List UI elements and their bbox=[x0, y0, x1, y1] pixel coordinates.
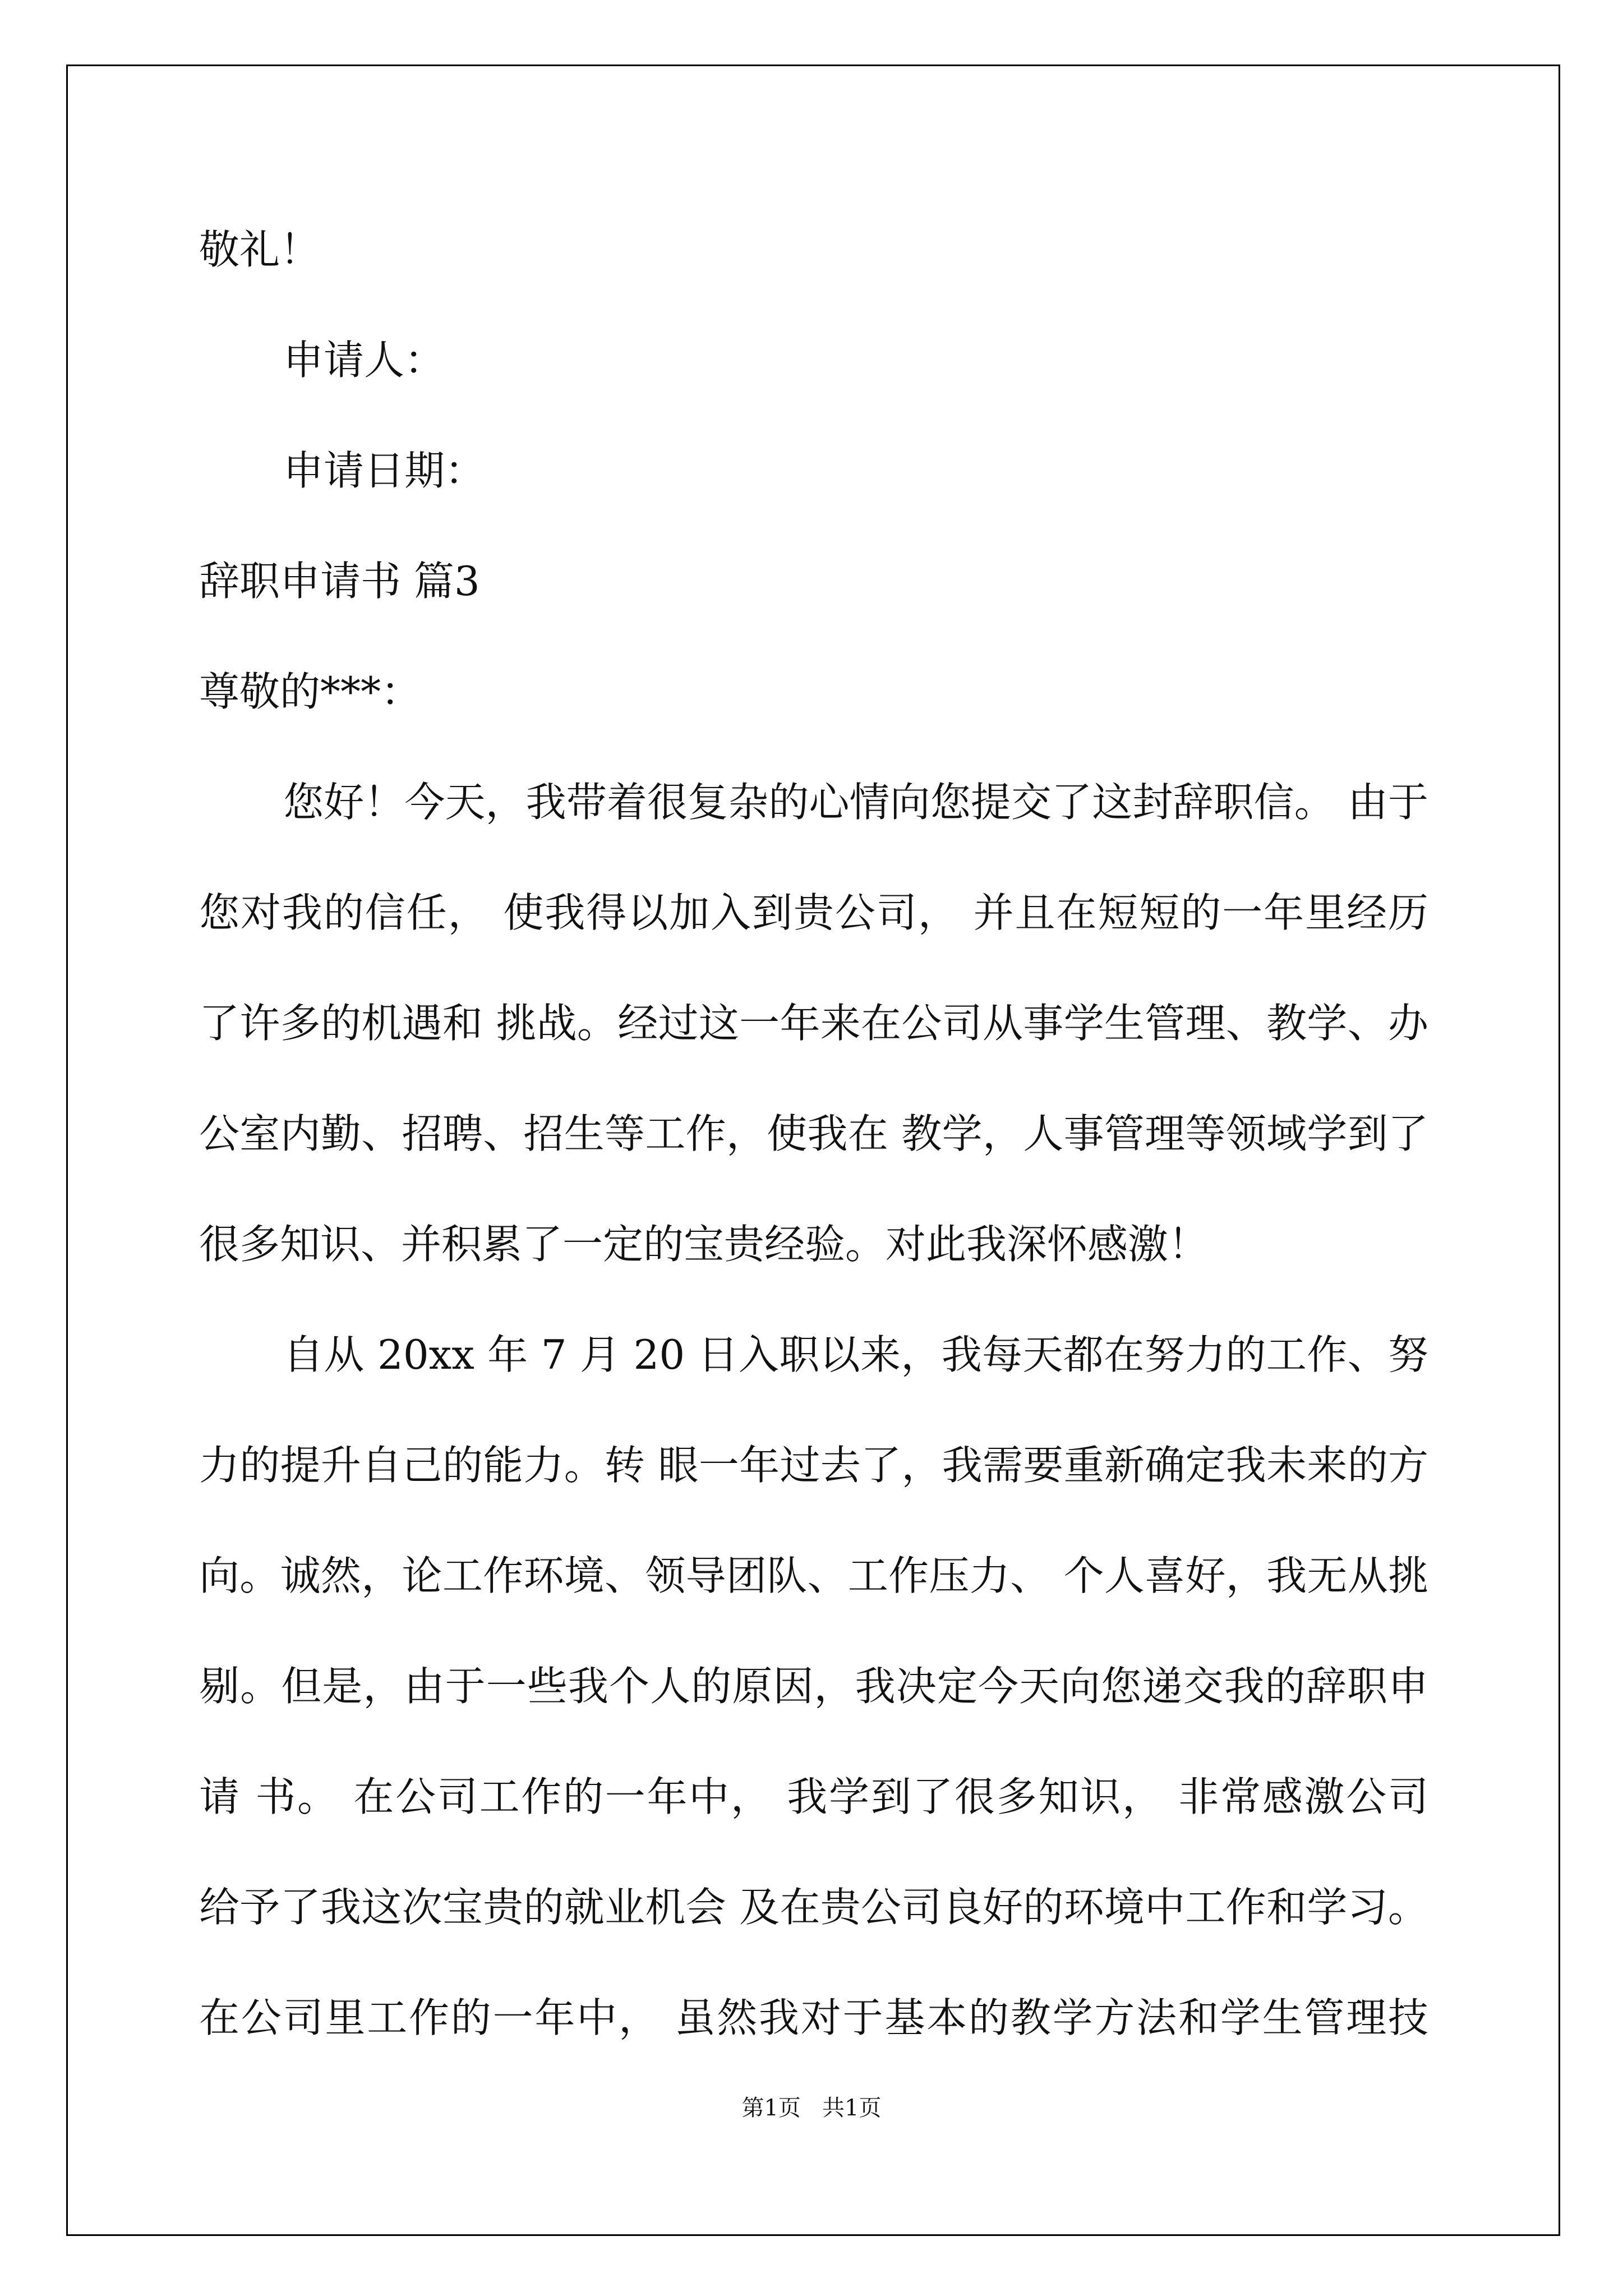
applicant-label: 申请人： bbox=[283, 337, 445, 384]
body-line: 向。诚然，论工作环境、领导团队、工作压力、 个人喜好，我无从挑 bbox=[199, 1552, 1428, 1599]
body-line: 在公司里工作的一年中， 虽然我对于基本的教学方法和学生管理技 bbox=[199, 1994, 1428, 2041]
body-line: 剔。但是，由于一些我个人的原因，我决定今天向您递交我的辞职申 bbox=[199, 1663, 1428, 1710]
body-line: 您好！今天，我带着很复杂的心情向您提交了这封辞职信。 由于 bbox=[283, 779, 1428, 826]
body-line: 了许多的机遇和 挑战。经过这一年来在公司从事学生管理、教学、办 bbox=[199, 1000, 1428, 1047]
greeting: 尊敬的***： bbox=[199, 668, 422, 715]
body-line: 给予了我这次宝贵的就业机会 及在贵公司良好的环境中工作和学习。 bbox=[199, 1884, 1428, 1931]
page-number-footer: 第1页 共1页 bbox=[741, 2095, 882, 2121]
section-heading: 辞职申请书 篇3 bbox=[199, 558, 480, 605]
body-line: 自从 20xx 年 7 月 20 日入职以来，我每天都在努力的工作、努 bbox=[283, 1331, 1428, 1378]
body-line: 力的提升自己的能力。转 眼一年过去了，我需要重新确定我未来的方 bbox=[199, 1442, 1428, 1489]
body-line: 您对我的信任， 使我得以加入到贵公司， 并且在短短的一年里经历 bbox=[199, 889, 1428, 936]
body-line: 公室内勤、招聘、招生等工作，使我在 教学，人事管理等领域学到了 bbox=[199, 1110, 1428, 1157]
closing-salutation: 敬礼！ bbox=[199, 226, 321, 273]
body-line: 很多知识、并积累了一定的宝贵经验。对此我深怀感激！ bbox=[199, 1221, 1209, 1268]
body-line: 请 书。 在公司工作的一年中， 我学到了很多知识， 非常感激公司 bbox=[199, 1773, 1428, 1820]
application-date-label: 申请日期： bbox=[283, 447, 486, 494]
